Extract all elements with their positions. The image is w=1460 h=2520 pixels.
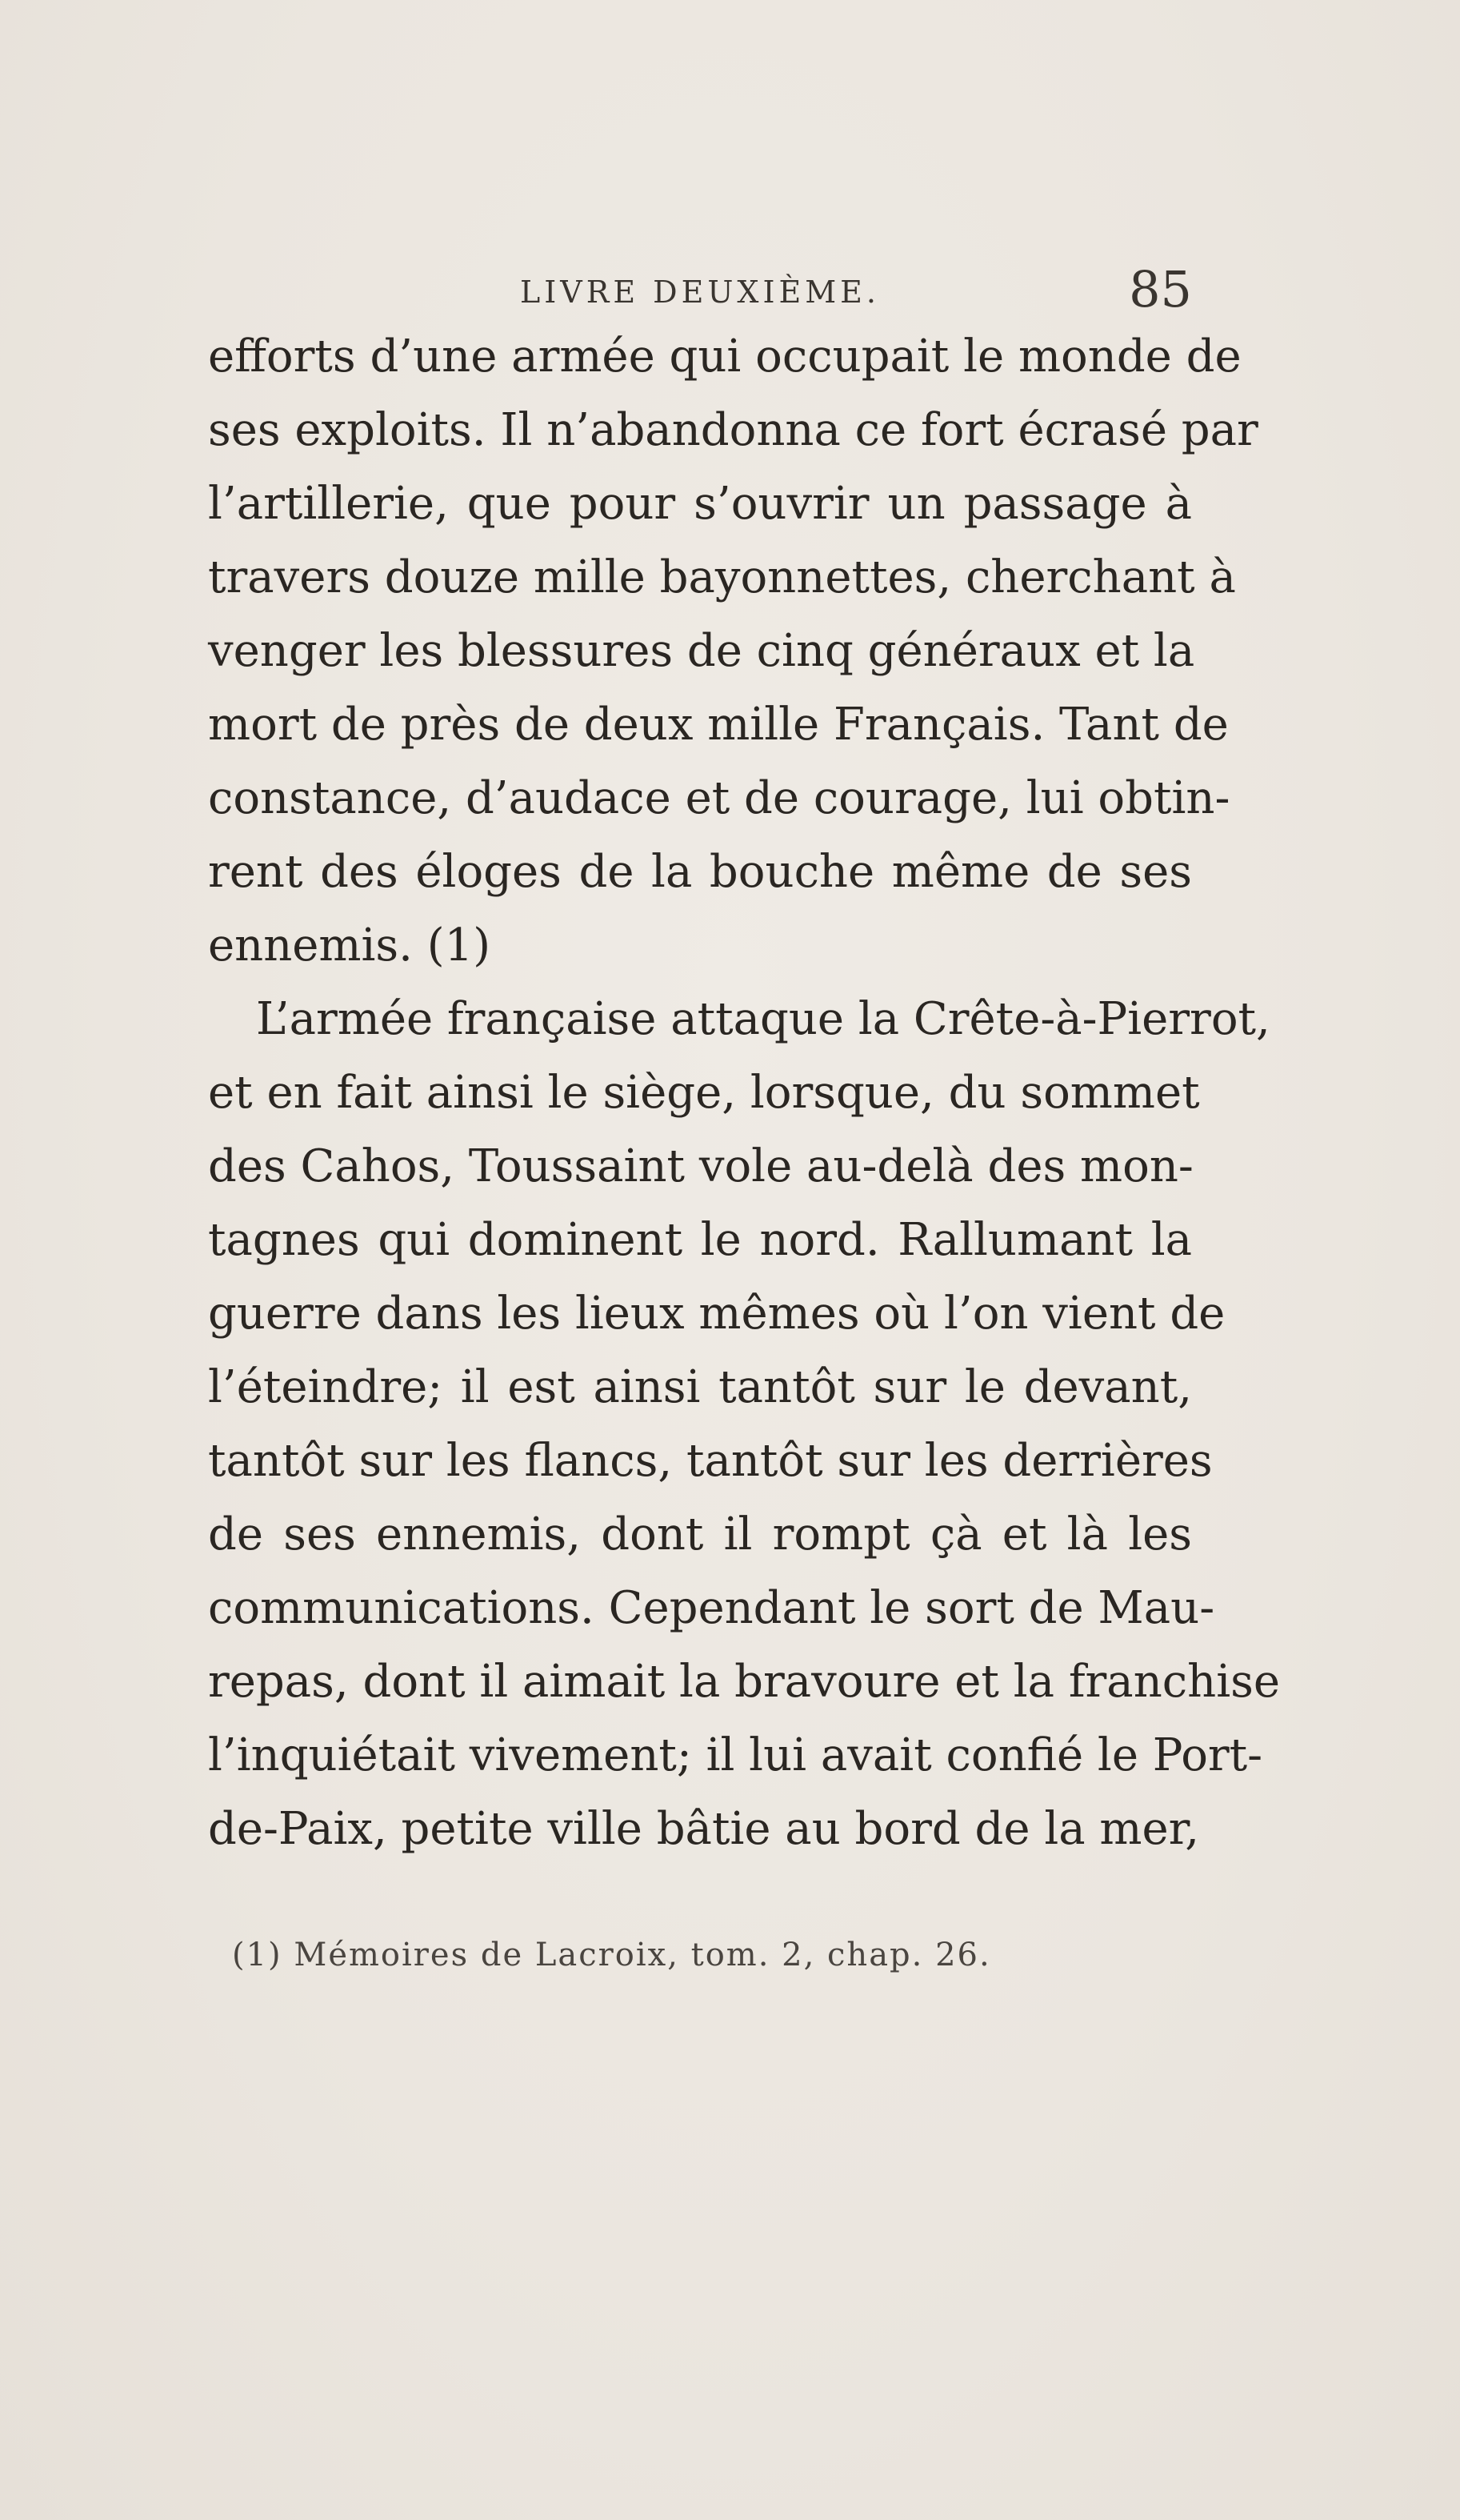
text-line: efforts d’une armée qui occupait le monde de bbox=[208, 331, 1242, 383]
text-line: de ses ennemis, dont il rompt çà et là les bbox=[208, 1508, 1192, 1560]
text-line: rent des éloges de la bouche même de ses bbox=[208, 846, 1192, 898]
page-number: 85 bbox=[1129, 260, 1192, 319]
text-line: repas, dont il aimait la bravoure et la franchise bbox=[208, 1656, 1280, 1708]
text-line: constance, d’audace et de courage, lui obtin- bbox=[208, 772, 1230, 824]
running-title: LIVRE DEUXIÈME. bbox=[520, 274, 880, 310]
text-line: travers douze mille bayonnettes, cherchant à bbox=[208, 551, 1236, 603]
text-line: l’éteindre; il est ainsi tantôt sur le devant, bbox=[208, 1361, 1192, 1413]
text-line: communications. Cependant le sort de Mau- bbox=[208, 1582, 1215, 1634]
text-line: l’inquiétait vivement; il lui avait confié le Port- bbox=[208, 1729, 1263, 1781]
text-line: guerre dans les lieux mêmes où l’on vient de bbox=[208, 1288, 1226, 1340]
text-line: l’artillerie, que pour s’ouvrir un passage à bbox=[208, 478, 1192, 530]
text-line: tagnes qui dominent le nord. Rallumant la bbox=[208, 1214, 1192, 1266]
body-text bbox=[208, 320, 1280, 1866]
footnote: (1) Mémoires de Lacroix, tom. 2, chap. 26. bbox=[232, 1937, 991, 1973]
text-line: L’armée française attaque la Crête-à-Pierrot, bbox=[256, 993, 1270, 1045]
text-line: de-Paix, petite ville bâtie au bord de la mer, bbox=[208, 1803, 1200, 1855]
text-line: des Cahos, Toussaint vole au-delà des mon- bbox=[208, 1140, 1194, 1192]
page-header bbox=[208, 260, 1192, 319]
text-line: venger les blessures de cinq généraux et la bbox=[208, 625, 1195, 677]
text-line: et en fait ainsi le siège, lorsque, du sommet bbox=[208, 1067, 1200, 1119]
text-line: tantôt sur les flancs, tantôt sur les derrières bbox=[208, 1435, 1213, 1487]
text-line: ses exploits. Il n’abandonna ce fort écrasé par bbox=[208, 404, 1258, 456]
text-line: mort de près de deux mille Français. Tant de bbox=[208, 699, 1229, 751]
text-line: ennemis. (1) bbox=[208, 919, 491, 972]
